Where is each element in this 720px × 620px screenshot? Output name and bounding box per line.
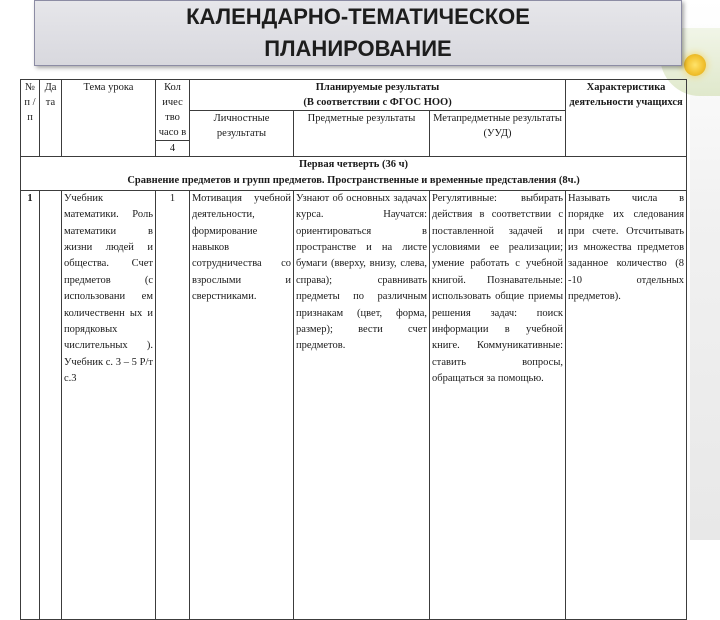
planned-subtitle: (В соответствии с ФГОС НОО): [303, 97, 452, 108]
header-subject: Предметные результаты: [294, 111, 430, 157]
title-line-2: ПЛАНИРОВАНИЕ: [264, 36, 452, 61]
row-subject: Узнают об основных задачах курса. Научатся: ориентироваться в пространстве и на листе бумаги (вверху, внизу, слева, справа); сравнивать предметы по различным признакам (цвет, форма, размер); вести счет предметов.: [294, 190, 430, 619]
row-hours: 1: [156, 190, 190, 619]
header-topic: Тема урока: [62, 80, 156, 157]
row-date: [40, 190, 62, 619]
table-row: [21, 190, 687, 619]
planned-title: Планируемые результаты: [315, 82, 440, 93]
section-topic: Сравнение предметов и групп предметов. Пространственные и временные представления (8ч.): [127, 175, 580, 187]
header-hours-value: 4: [156, 141, 190, 157]
header-characteristic: Характеристика деятельности учащихся: [566, 80, 687, 157]
header-row-1: [21, 80, 687, 111]
row-num: 1: [21, 190, 40, 619]
sun-icon: [684, 54, 706, 76]
planning-table: [20, 79, 687, 620]
row-meta: Регулятивные: выбирать действия в соответствии с поставленной задачей и условиями ее реализации; умение работать с учебной книгой. Познавательные: использовать общие приемы решения задач: поиск информации в учебной книге. Коммуникативные: ставить вопросы, обращаться за помощью.: [430, 190, 566, 619]
header-num: № п /п: [21, 80, 40, 157]
header-personal: Личностные результаты: [190, 111, 294, 157]
slide-title: [34, 0, 682, 66]
title-line-1: КАЛЕНДАРНО-ТЕМАТИЧЕСКОЕ: [186, 4, 530, 29]
header-date: Да та: [40, 80, 62, 157]
row-topic: Учебник математики. Роль математики в жизни людей и общества. Счет предметов (с использовани ем количественн ых и порядковых числительных ). Учебник с. 3 – 5 Р/т с.3: [62, 190, 156, 619]
header-planned: [190, 80, 566, 111]
row-characteristic: Называть числа в порядке их следования при счете. Отсчитывать из множества предметов заданное количество (8 -10 отдельных предметов).: [566, 190, 687, 619]
section-row: [21, 157, 687, 191]
section-heading: [21, 157, 687, 191]
header-hours: Кол ичес тво часо в: [156, 80, 190, 141]
row-personal: Мотивация учебной деятельности, формирование навыков сотрудничества со взрослыми и сверстниками.: [190, 190, 294, 619]
header-meta: Метапредметные результаты (УУД): [430, 111, 566, 157]
quarter-title: Первая четверть (36 ч): [298, 159, 409, 170]
